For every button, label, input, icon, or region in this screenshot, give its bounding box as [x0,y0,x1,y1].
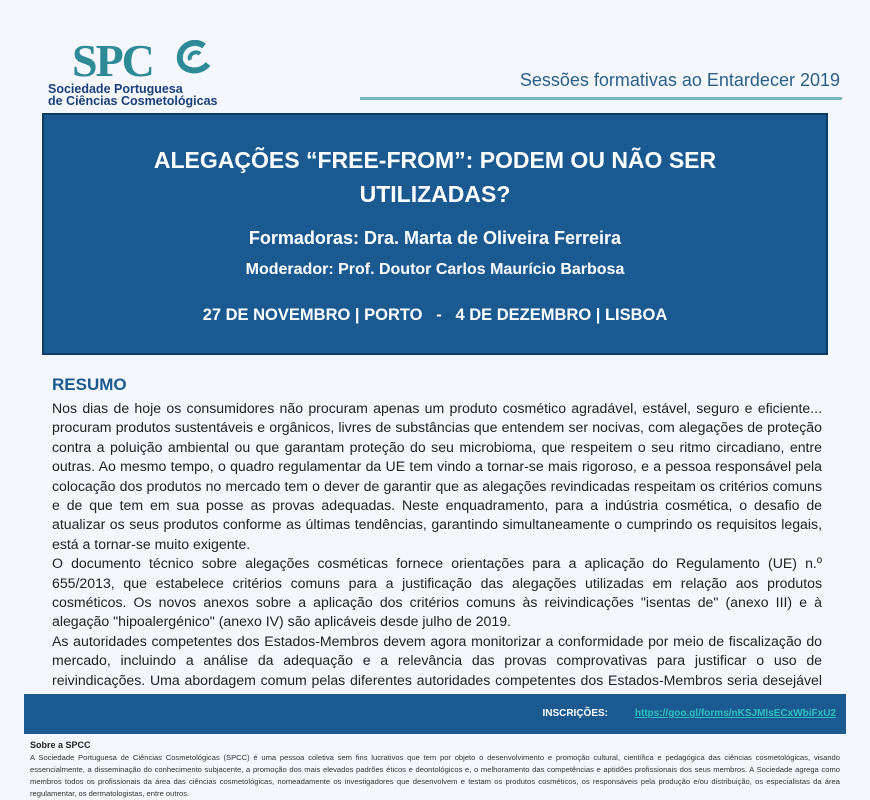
event-banner [42,113,828,355]
spcc-logo [48,35,238,110]
moderator-line: Moderador: Prof. Doutor Carlos Maurício Barbosa [245,261,625,278]
resumo-paragraph: As autoridades competentes dos Estados-Membros devem agora monitorizar a conformidade por meio de fiscalização do mercado, incluindo a análise da adequação e a relevância das provas comprovativas para justificar o uso de reivindicações. Uma abordagem comum pelas diferentes autoridades competentes dos Estados-Membros seria desejável [52,632,822,688]
resumo-paragraph: Nos dias de hoje os consumidores não procuram apenas um produto cosmético agradável, estável, seguro e eficiente... procuram produtos sustentáveis e orgânicos, livres de substâncias que entendem ser nocivas, com alegações de proteção contra a poluição ambiental ou que garantam proteção do seu microbioma, que respeitem o seu ritmo circadiano, entre outras. Ao mesmo tempo, o quadro regulamentar da UE tem vindo a tornar-se mais rigoroso, e a pessoa responsável pela colocação dos produtos no mercado tem o dever de garantir que as alegações revindicadas respeitam os critérios comuns e de que tem em sua posse as provas adequadas. Neste enquadramento, para a indústria cosmética, o desafio de atualizar os seus produtos conforme as últimas tendências, garantindo simultaneamente o cumprindo os requisitos legais, está a tornar-se muito exigente. [52,400,822,552]
about-text: A Sociedade Portuguesa de Ciências Cosmetológicas (SPCC) é uma pessoa coletiva sem fins lucrativos que tem por objeto o desenvolvimento e promoção cultural, científica e pedagógica das ciências cosmetológicas, visando essencialmente, a disseminação do conhecimento subjacente, a promoção dos mais elevados padrões éticos e deontológicos e, o melhoramento das competências e aptidões profissionais dos seus membros. A Sociedade agrega como membros todos os profissionais da área das ciências cosmetológicas, nomeadamente os investigadores que desenvolvem e testam os produtos cosméticos, os responsáveis pela produção e/ou distribuição, os especialistas da área regulamentar, os dermatologistas, entre outros. [30,753,840,798]
header-divider [360,97,842,100]
registration-link[interactable]: https://goo.gl/forms/nKSJMlsECxWbiFxU2 [634,708,836,719]
logo-name-line1: Sociedade Portuguesa [48,82,183,96]
logo-swirl-icon [174,40,214,76]
registration-bar [24,694,846,734]
logo-name-line2: de Ciências Cosmetológicas [48,94,218,108]
event-dates: 27 DE NOVEMBRO | PORTO - 4 DE DEZEMBRO | LISBOA [202,306,668,324]
event-title: ALEGAÇÕES “FREE-FROM”: PODEM OU NÃO SER UTILIZADAS? [153,147,717,207]
trainers-line: Formadoras: Dra. Marta de Oliveira Ferreira [248,228,622,248]
resumo-heading: RESUMO [52,375,127,394]
series-title: Sessões formativas ao Entardecer 2019 [519,70,840,90]
logo-mark: SPC [72,35,153,86]
about-title: Sobre a SPCC [30,740,91,750]
resumo-body [52,399,822,710]
resumo-paragraph: O documento técnico sobre alegações cosméticas fornece orientações para a aplicação do Regulamento (UE) n.º 655/2013, que estabelece critérios comuns para a justificação das alegações utilizadas em relação aos produtos cosméticos. Os novos anexos sobre a aplicação dos critérios comuns às reivindicações "isentas de" (anexo III) e à alegação "hipoalergénico" (anexo IV) são aplicáveis desde julho de 2019. [52,555,822,630]
registration-label: INSCRIÇÕES: [542,708,608,719]
